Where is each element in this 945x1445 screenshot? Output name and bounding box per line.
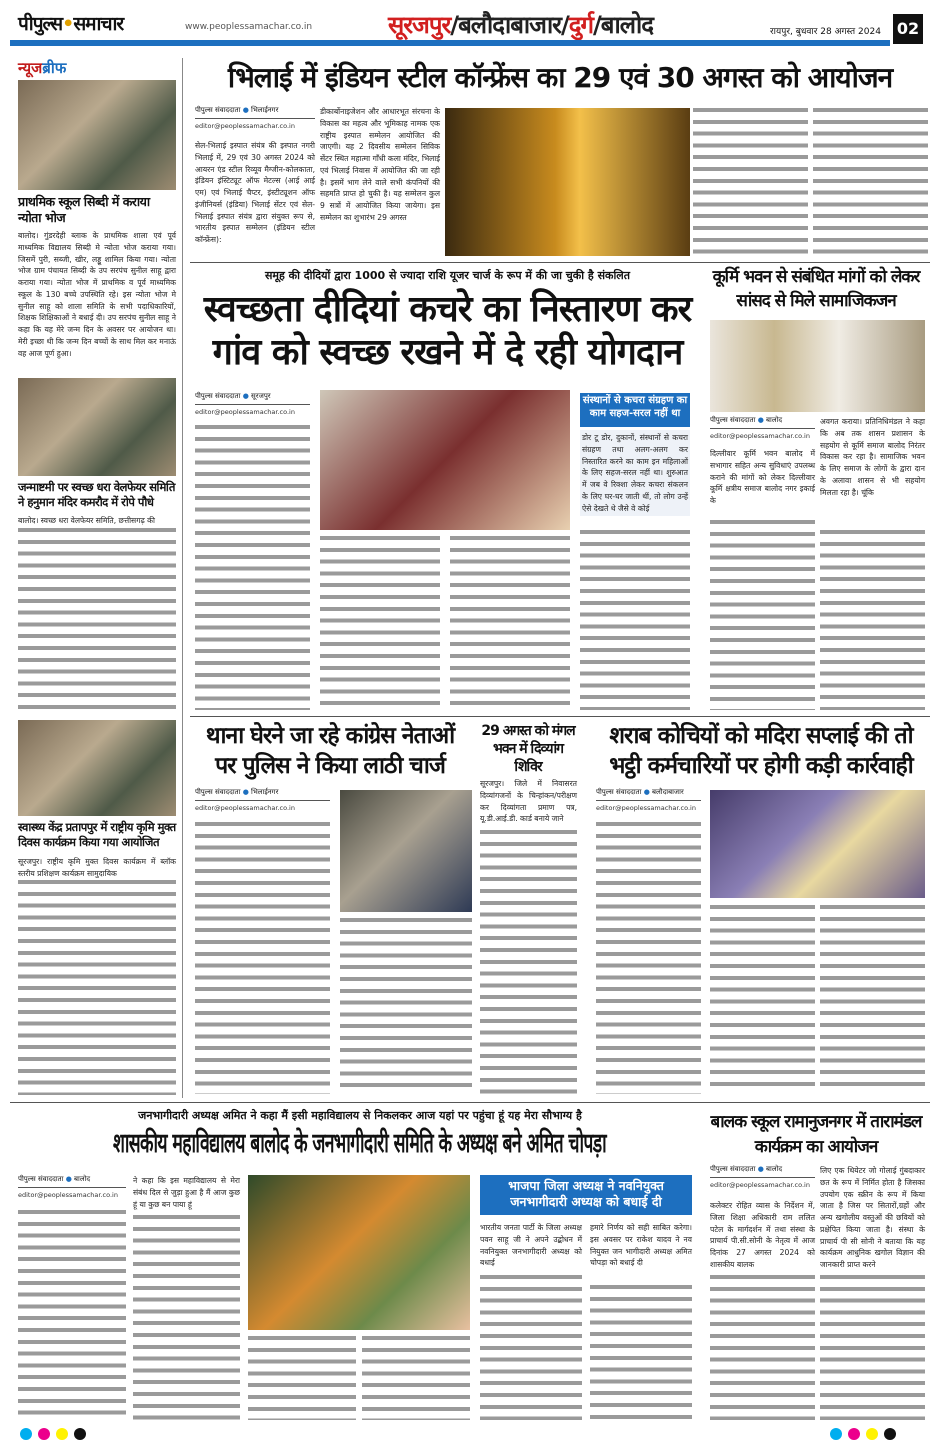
byline-agency: पीपुल्स संवाददाता — [596, 788, 642, 796]
yellow-mark — [56, 1428, 68, 1440]
text-block — [820, 905, 925, 1094]
brief-headline: स्वास्थ्य केंद्र प्रतापपुर में राष्ट्रीय कृमि मुक्त दिवस कार्यक्रम किया गया आयोजित — [18, 820, 176, 849]
yellow-mark — [866, 1428, 878, 1440]
text-block — [248, 1336, 356, 1420]
issue-date: रायपुर, बुधवार 28 अगस्त 2024 — [770, 27, 881, 37]
byline-agency: पीपुल्स संवाददाता — [710, 1165, 756, 1173]
plantation-photo — [18, 378, 176, 476]
pin-icon: • — [62, 13, 74, 35]
magenta-mark — [38, 1428, 50, 1440]
steel-plant-photo — [445, 108, 690, 256]
taramandal-headline: बालक स्कूल रामानुजनगर में तारामंडल कार्यक्रम का आयोजन — [710, 1112, 922, 1157]
website-url[interactable]: www.peoplessamachar.co.in — [185, 22, 313, 32]
cyan-mark — [20, 1428, 32, 1440]
college-col2: ने कहा कि इस महाविद्यालय से मेरा संबंध दिल से जुड़ा हुआ है मैं आज कुछ हूं या कुछ बन पाया हूं — [133, 1176, 240, 1209]
lathi-charge-photo — [340, 790, 472, 912]
byline-agency: पीपुल्स संवाददाता — [195, 392, 241, 400]
section-surajpur: सूरजपुर — [388, 11, 451, 39]
brief-body: सूरजपुर। राष्ट्रीय कृमि मुक्त दिवस कार्यक्रम में ब्लॉक स्तरीय प्रशिक्षण कार्यक्रम सामुदायिक — [18, 857, 176, 878]
byline-place: बालोद — [766, 1165, 783, 1173]
page-number: 02 — [893, 14, 923, 44]
header-rule — [10, 40, 890, 46]
divyang-body: सूरजपुर। जिले में निवासरत दिव्यांगजनों के चिन्हांकन/परीक्षण कर दिव्यांगता प्रमाण पत्र, यू.डी.आई.डी. कार्ड बनाये जाने — [480, 779, 577, 824]
byline: पीपुल्स संवाददाता ● भिलाईनगर editor@peoplessamachar.co.in — [195, 106, 315, 130]
tara-col2: लिए एक थियेटर जो गोलाई गुंबदाकार छत के रूप में निर्मित होता है जिसका उपयोग एक स्क्रीन के रूप में किया जाता है जिस पर सितारों,ग्रहों और अन्य खगोलीय वस्तुओं की छवियों को प्रक्षेपित किया जाता है। संस्था के प्राचार्य पी सी सोनी ने बताया कि यह कार्यक्रम आधुनिक खगोल विज्ञान की जानकारी प्राप्त करने — [820, 1166, 925, 1270]
byline: पीपुल्स संवाददाता ● बालोद editor@peoplessamachar.co.in — [18, 1175, 126, 1199]
text-block — [362, 1336, 470, 1420]
divider — [10, 1102, 930, 1103]
text-block — [710, 1275, 815, 1420]
text-block — [580, 530, 690, 710]
text-block — [320, 536, 440, 710]
byline-email[interactable]: editor@peoplessamachar.co.in — [596, 804, 696, 812]
magenta-mark — [848, 1428, 860, 1440]
health-center-photo — [18, 720, 176, 816]
text-block — [813, 108, 928, 256]
byline-place: बालोद — [74, 1175, 91, 1183]
text-block — [195, 822, 330, 1094]
kurmi-col1: दिल्लीवार कूर्मि भवन बालोद में सभागार सहित अन्य सुविधाएं उपलब्ध कराने की मांगों को लेकर दिल्लीवार कूर्मि क्षत्रीय समाज बालोद नगर इकाई के — [710, 449, 815, 506]
brief-b: ब्रीफ — [42, 59, 67, 77]
divyang-headline: 29 अगस्त को मंगल भवन में दिव्यांग शिविर — [481, 723, 575, 776]
black-mark — [884, 1428, 896, 1440]
college-headline: शासकीय महाविद्यालय बालोद के जनभागीदारी समिति के अध्यक्ष बने अमित चोपड़ा — [112, 1128, 607, 1159]
brief-body: बालोद। स्वच्छ धरा वेलफेयर समिति, छत्तीसगढ़ की — [18, 516, 155, 525]
bjp-box-title: भाजपा जिला अध्यक्ष ने नवनियुक्त जनभागीदारी अध्यक्ष को बधाई दी — [480, 1175, 692, 1215]
steel-headline: भिलाई में इंडियन स्टील कॉन्फ्रेंस का 29 एवं 30 अगस्त को आयोजन — [227, 61, 893, 94]
text-block — [596, 822, 701, 1094]
kurmi-col2: अवगत कराया। प्रतिनिधिमंडल ने कहा कि अब तक शासन प्रशासन के सहयोग से कूर्मि समाज बालोद निरंतर विकास कर रहा है। सामाजिक भवन के लिए समाज के लोगों के द्वारा दान के अलावा शासन से भी सहयोग मिलता रहा है। चूंकि — [820, 417, 925, 497]
section-title — [388, 8, 653, 41]
black-mark — [74, 1428, 86, 1440]
byline-agency: पीपुल्स संवाददाता — [710, 416, 756, 424]
bjp-box-col1: भारतीय जनता पार्टी के जिला अध्यक्ष पवन साहू जी ने अपने उद्बोधन में नवनियुक्त जनभागीदारी अध्यक्ष को बधाई — [480, 1223, 582, 1268]
byline: पीपुल्स संवाददाता ● बालोद editor@peoplessamachar.co.in — [710, 1165, 815, 1189]
text-block — [480, 1275, 582, 1420]
text-block — [590, 1285, 692, 1420]
byline-place: भिलाईनगर — [251, 106, 279, 114]
text-block — [480, 830, 577, 1094]
cyan-mark — [830, 1428, 842, 1440]
steel-col2: डीकार्बोनाइजेशन और आधारभूत संरचना के विकास का महत्व और भूमिकाह नामक एक राष्ट्रीय इस्पात सम्मेलन आयोजित की जाएगी। यह 2 दिवसीय सम्मेलन सिविक सेंटर स्थित महात्मा गाँधी कला मंदिर, भिलाई एवं भिलाई निवास में आयोजित की जा रही है। इसमें भाग लेने वाले सभी कंपनियों की सहमति प्राप्त हो चुकी है। यह सम्मेलन कुल 9 सत्रों में आयोजित किया जायेगा। इस सम्मेलन का शुभारंभ 29 अगस्त — [320, 107, 440, 222]
sharab-headline: शराब कोचियों को मदिरा सप्लाई की तो भट्ठी कर्मचारियों पर होगी कड़ी कार्रवाही — [609, 723, 913, 779]
byline-email[interactable]: editor@peoplessamachar.co.in — [710, 432, 810, 440]
steel-col1: सेल-भिलाई इस्पात संयंत्र की इस्पात नगरी भिलाई में, 29 एवं 30 अगस्त 2024 को आयरन एंड स्टील रिव्यूव मैग्जीन-कोलकाता, इंडियन इंस्टिट्यूट ऑफ मेटल्स (आई आई एम) एवं भिलाई चैप्टर, इंस्टीट्यूशन ऑफ इंजीनियर्स (इंडिया) भिलाई सेंटर एवं सेल-भिलाई इस्पात संयंत्र द्वारा संयुक्त रूप से, भारतीय इस्पात सम्मेलन (इंडियन स्टील कॉन्फ्रेंस): — [195, 141, 315, 245]
byline-agency: पीपुल्स संवाददाता — [195, 788, 241, 796]
byline-email[interactable]: editor@peoplessamachar.co.in — [195, 804, 295, 812]
text-block — [18, 880, 176, 1095]
logo-text-2: समाचार — [73, 13, 124, 35]
college-kicker: जनभागीदारी अध्यक्ष अमित ने कहा मैं इसी महाविद्यालय से निकलकर आज यहां पर पहुंचा हूं यह मेरा सौभाग्य है — [138, 1109, 582, 1122]
section-mid: /बलौदाबाजार/ — [450, 11, 569, 39]
brief-a: न्यूज — [18, 59, 43, 77]
byline-place: बालोद — [766, 416, 783, 424]
byline: पीपुल्स संवाददाता ● सूरजपुर editor@peoplessamachar.co.in — [195, 392, 310, 416]
swachh-kicker: समूह की दीदियों द्वारा 1000 से ज्यादा राशि यूजर चार्ज के रूप में की जा चुकी है संकलित — [264, 269, 631, 282]
text-block — [340, 918, 472, 1094]
section-balod: /बालोद — [593, 11, 653, 39]
college-felicitation-photo — [248, 1175, 470, 1330]
byline-email[interactable]: editor@peoplessamachar.co.in — [18, 1191, 118, 1199]
byline-email[interactable]: editor@peoplessamachar.co.in — [195, 122, 295, 130]
byline-place: बलौदाबाजार — [652, 788, 684, 796]
masthead-logo — [18, 10, 123, 36]
swachh-info-box-title: संस्थानों से कचरा संग्रहण का काम सहज-सरल नहीं था — [580, 393, 690, 427]
brief-headline: प्राथमिक स्कूल सिब्दी में कराया न्योता भोज — [18, 194, 150, 226]
section-durg: दुर्ग — [568, 11, 594, 39]
print-registration-marks — [20, 1428, 86, 1440]
print-registration-marks-right — [830, 1428, 896, 1440]
text-block — [710, 520, 815, 710]
kurmi-delegation-photo — [710, 320, 925, 412]
brief-body: बालोद। गुंडरदेही ब्लाक के प्राथमिक शाला एवं पूर्व माध्यमिक विद्यालय सिब्दी मे न्योता भोज कराया गया। जिसमें पुरी, सब्जी, खीर, लड्डू शामिल किया गया। न्योता भोज ग्राम पंचायत सिब्दी के उप सरपंच सुनील साहू द्वारा कराया गया। न्योता भोज में प्राथमिक व पूर्व माध्यमिक स्कूल के 130 बच्चे उपस्थिति रहे। इस न्योता भोज मे सुनील साहू को शाला समिति के सभी पदाधिकारियों, शिक्षक शिक्षिकाओं ने बधाई दी। उप सरपंच सुनील साहू ने कहा कि यह मेरे जन्म दिन के अवसर पर आयोजन था। मेरी इच्छा थी कि जन्म दिन बच्चों के साथ मिल कर मनाऊं वह आज पूर्ण हुआ। — [18, 231, 176, 358]
text-block — [710, 905, 815, 1094]
kurmi-headline: कूर्मि भवन से संबंधित मांगों को लेकर सांसद से मिले सामाजिकजन — [712, 267, 920, 311]
text-block — [18, 1210, 126, 1420]
text-block — [195, 425, 310, 710]
text-block — [693, 108, 808, 256]
byline-place: सूरजपुर — [251, 392, 271, 400]
byline: पीपुल्स संवाददाता ● भिलाईनगर editor@peoplessamachar.co.in — [195, 788, 330, 812]
thana-headline: थाना घेरने जा रहे कांग्रेस नेताओं पर पुलिस ने किया लाठी चार्ज — [205, 723, 455, 779]
school-lunch-photo — [18, 80, 176, 190]
text-block — [18, 528, 176, 710]
byline-email[interactable]: editor@peoplessamachar.co.in — [710, 1181, 810, 1189]
text-block — [133, 1215, 240, 1420]
byline-place: भिलाईनगर — [251, 788, 279, 796]
news-brief-label — [18, 58, 66, 78]
swachhta-didi-photo — [320, 390, 570, 530]
byline-email[interactable]: editor@peoplessamachar.co.in — [195, 408, 295, 416]
divider — [190, 262, 930, 263]
text-block — [450, 536, 570, 710]
swachh-headline: स्वच्छता दीदियां कचरे का निस्तारण कर गांव को स्वच्छ रखने में दे रही योगदान — [203, 289, 692, 374]
liquor-bottles-photo — [710, 790, 925, 898]
byline: पीपुल्स संवाददाता ● बलौदाबाजार editor@peoplessamachar.co.in — [596, 788, 701, 812]
tara-col1: कलेक्टर रोहित व्यास के निर्देशन में, जिला शिक्षा अधिकारी राम ललित पटेल के मार्गदर्शन में तथा संस्था के प्राचार्य पी.सी.सोनी के नेतृत्व में आज दिनांक 27 अगस्त 2024 को शासकीय बालक — [710, 1201, 815, 1269]
byline-agency: पीपुल्स संवाददाता — [195, 106, 241, 114]
brief-headline: जन्माष्टमी पर स्वच्छ धरा वेलफेयर समिति ने हनुमान मंदिर कमरौद में रोपे पौधे — [18, 480, 175, 509]
byline: पीपुल्स संवाददाता ● बालोद editor@peoplessamachar.co.in — [710, 416, 815, 440]
byline-agency: पीपुल्स संवाददाता — [18, 1175, 64, 1183]
text-block — [820, 1275, 925, 1420]
swachh-info-box-body: डोर टू डोर, दुकानों, संस्थानों से कचरा संग्रहण तथा अलग-अलग कर निस्तारित करने का काम इन महिलाओं के लिए सहज-सरल नहीं था। शुरुआत में जब वे रिक्शा लेकर कचरा संकलन के लिए घर-घर जाती थीं, तो लोग उन्हें ऐसे देखते थे जैसे वे कोई — [580, 430, 690, 516]
divider — [190, 716, 930, 717]
column-divider — [182, 58, 183, 1098]
text-block — [820, 530, 925, 710]
bjp-box-col2: हमारे निर्णय को सही साबित करेगा। इस अवसर पर राकेश यादव ने नव नियुक्त जन भागीदारी अध्यक्ष अमित चोपड़ा को बधाई दी — [590, 1223, 692, 1268]
logo-text: पीपुल्स — [18, 13, 63, 35]
